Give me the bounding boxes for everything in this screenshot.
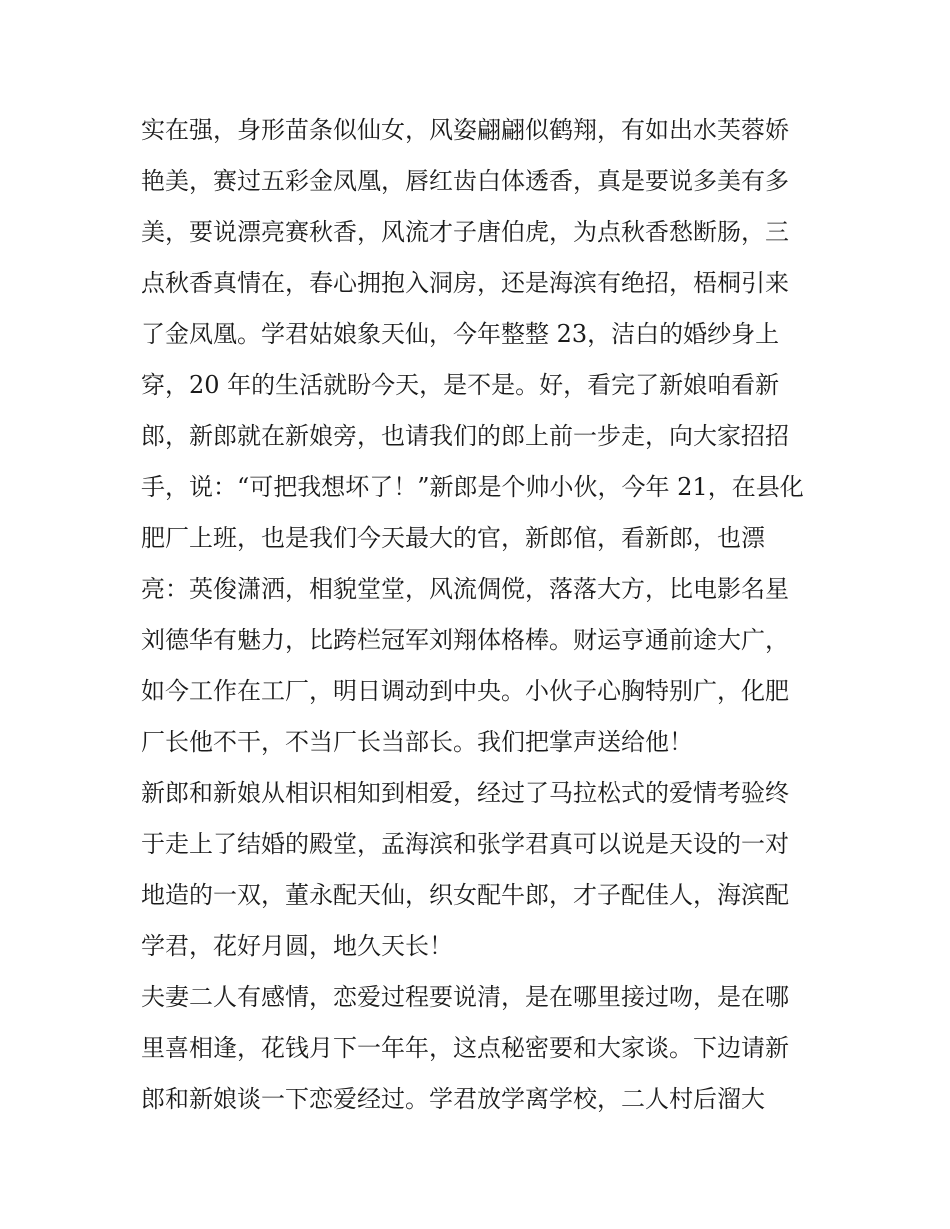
- text-line: 郎和新娘谈一下恋爱经过。学君放学离学校，二人村后溜大: [141, 1085, 765, 1113]
- text-line: 新郎和新娘从相识相知到相爱，经过了马拉松式的爱情考验终: [141, 779, 789, 807]
- text-line: 郎，新郎就在新娘旁，也请我们的郎上前一步走，向大家招招: [141, 422, 789, 450]
- text-line: 手，说：“可把我想坏了！”新郎是个帅小伙，今年 21，在县化: [141, 473, 804, 501]
- text-line: 肥厂上班，也是我们今天最大的官，新郎倌，看新郎，也漂: [141, 524, 765, 552]
- text-line: 如今工作在工厂，明日调动到中央。小伙子心胸特别广，化肥: [141, 677, 789, 705]
- text-line: 点秋香真情在，春心拥抱入洞房，还是海滨有绝招，梧桐引来: [141, 269, 789, 297]
- text-line: 了金凤凰。学君姑娘象天仙，今年整整 23，洁白的婚纱身上: [141, 320, 780, 348]
- body-text: [141, 105, 813, 1125]
- text-line: 实在强，身形苗条似仙女，风姿翩翩似鹤翔，有如出水芙蓉娇: [141, 116, 789, 144]
- text-line: 学君，花好月圆，地久天长！: [141, 932, 453, 960]
- text-line: 艳美，赛过五彩金凤凰，唇红齿白体透香，真是要说多美有多: [141, 167, 789, 195]
- text-line: 地造的一双，董永配天仙，织女配牛郎，才子配佳人，海滨配: [141, 881, 789, 909]
- text-line: 美，要说漂亮赛秋香，风流才子唐伯虎，为点秋香愁断肠，三: [141, 218, 789, 246]
- text-line: 里喜相逢，花钱月下一年年，这点秘密要和大家谈。下边请新: [141, 1034, 789, 1062]
- text-line: 穿，20 年的生活就盼今天，是不是。好，看完了新娘咱看新: [141, 371, 780, 399]
- text-line: 于走上了结婚的殿堂，孟海滨和张学君真可以说是天设的一对: [141, 830, 789, 858]
- text-line: 刘德华有魅力，比跨栏冠军刘翔体格棒。财运亨通前途大广，: [141, 626, 789, 654]
- text-line: 夫妻二人有感情，恋爱过程要说清，是在哪里接过吻，是在哪: [141, 983, 789, 1011]
- text-line: 厂长他不干，不当厂长当部长。我们把掌声送给他！: [141, 728, 693, 756]
- text-line: 亮：英俊潇洒，相貌堂堂，风流倜傥，落落大方，比电影名星: [141, 575, 789, 603]
